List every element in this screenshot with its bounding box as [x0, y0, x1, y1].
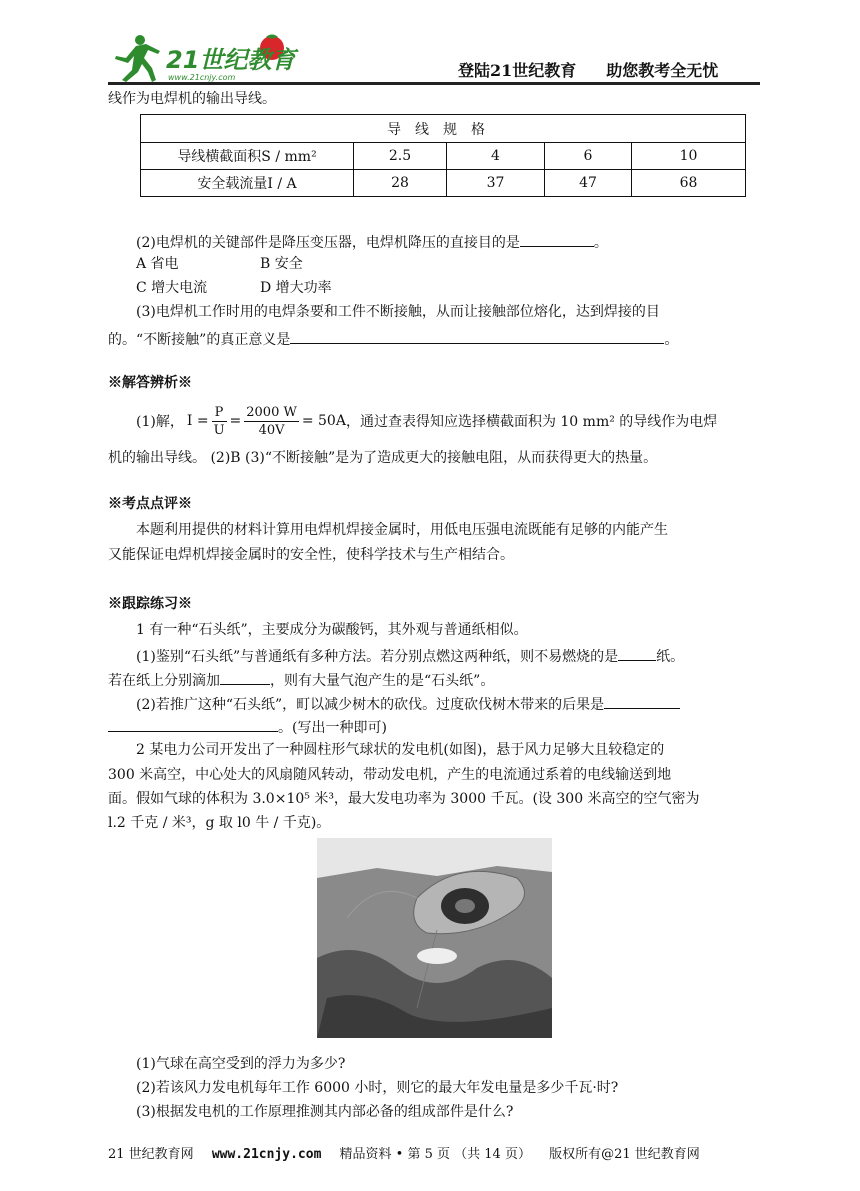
fraction-values: [244, 404, 299, 439]
p1-q2-line2: [108, 715, 387, 738]
table-title-row: [141, 115, 746, 143]
formula-lhs: I =: [186, 413, 209, 429]
site-logo: [108, 28, 308, 84]
p1-q1-line: [136, 644, 684, 667]
review-line1: 本题利用提供的材料计算用电焊机焊接金属时，用低电压强电流既能有足够的内能产生: [136, 522, 668, 538]
option-b: B 安全: [260, 256, 303, 272]
answer-blank: [108, 715, 278, 732]
q3-line2-text: 的。“不断接触”的真正意义是: [108, 332, 291, 348]
answer-blank: [618, 644, 656, 661]
answer-blank: [220, 668, 270, 685]
intro-line: 线作为电焊机的输出导线。: [108, 91, 276, 107]
p2-line2: 300 米高空，中心处大的风扇随风转动，带动发电机，产生的电流通过系着的电线输送到地: [108, 767, 672, 783]
logo-text: 21世纪教育: [166, 46, 296, 74]
p1-q2-line: [136, 692, 680, 715]
q3-line1: (3)电焊机工作时用的电焊条要和工件不断接触，从而让接触部位熔化，达到焊接的目: [136, 304, 660, 320]
footer-site-url[interactable]: www.21cnjy.com: [211, 1147, 322, 1162]
balloon-generator-photo: [317, 838, 552, 1038]
p1-q1-text3: ，则有大量气泡产生的是“石头纸”。: [270, 673, 495, 689]
p1-q2-text: (2)若推广这种“石头纸”，町以减少树木的砍伐。过度砍伐树木带来的后果是: [136, 697, 605, 713]
p1-q2-end: 。(写出一种即可): [278, 720, 387, 736]
row1-label: 导线横截面积S / mm²: [177, 149, 317, 165]
header-slogan: [458, 58, 718, 81]
table-cell: 28: [354, 170, 447, 197]
footer-copyright: 版权所有@21 世纪教育网: [549, 1147, 700, 1162]
fraction-denominator: 40V: [258, 422, 285, 438]
practice-heading: ※跟踪练习※: [108, 596, 192, 612]
p2-q2: (2)若该风力发电机每年工作 6000 小时，则它的最大年发电量是多少千瓦·时?: [136, 1080, 619, 1096]
row-label-area: [141, 143, 354, 170]
slogan-left: 登陆21世纪教育: [458, 61, 577, 80]
p1-q1-text2: 若在纸上分别滴加: [108, 673, 220, 689]
option-c: C 增大电流: [136, 280, 208, 296]
slogan-right: 助您教考全无忧: [606, 61, 719, 80]
logo-url: www.21cnjy.com: [168, 73, 236, 82]
p1-q1-line2: [108, 668, 494, 691]
analysis-line2: 机的输出导线。 (2)B (3)“不断接触”是为了造成更大的接触电阻，从而获得更大的热量。: [108, 450, 658, 466]
footer-page-info: 精品资料 • 第 5 页 （共 14 页）: [339, 1147, 531, 1162]
p1-line1: 1 有一种“石头纸”，主要成分为碳酸钙，其外观与普通纸相似。: [136, 622, 528, 638]
option-a: A 省电: [136, 256, 179, 272]
table-cell: 4: [447, 143, 545, 170]
table-cell: 6: [545, 143, 632, 170]
analysis-line1-rest: ，通过查表得知应选择横截面积为 10 mm² 的导线作为电焊: [345, 414, 718, 430]
analysis-line1: (1)解， I = $\frac{P}{U}$ = $\frac{2000 W}{40V}$ = 50A ，通过查表得知应选择横截面积为 10 mm² 的导线作为电焊: [136, 404, 718, 438]
table-title: 导线规格: [141, 115, 746, 143]
q2-end: 。: [593, 235, 608, 251]
p1-q1-end: 纸。: [656, 649, 685, 665]
review-line2: 又能保证电焊机焊接金属时的安全性，使科学技术与生产相结合。: [108, 547, 514, 563]
table-cell: 2.5: [354, 143, 447, 170]
p2-line1: 2 某电力公司开发出了一种圆柱形气球状的发电机(如图)，悬于风力足够大且较稳定的: [136, 742, 665, 758]
answer-blank: [520, 230, 594, 247]
fraction-denominator: U: [213, 422, 225, 438]
wire-spec-table: [140, 114, 746, 197]
review-heading: ※考点点评※: [108, 496, 192, 512]
q3-line2: [108, 327, 678, 350]
q3-end: 。: [664, 332, 679, 348]
header-divider: [108, 82, 760, 85]
answer-blank: [290, 327, 664, 344]
footer-site-name: 21 世纪教育网: [108, 1147, 194, 1162]
analysis-heading: ※解答辨析※: [108, 375, 192, 391]
p2-line3: 面。假如气球的体积为 3.0×10⁵ 米³，最大发电功率为 3000 千瓦。(设 300 米高空的空气密为: [108, 791, 700, 807]
table-row: [141, 143, 746, 170]
row2-label: 安全载流量I / A: [141, 170, 354, 197]
table-cell: 10: [632, 143, 746, 170]
q2-stem: (2)电焊机的关键部件是降压变压器，电焊机降压的直接目的是: [136, 235, 520, 251]
analysis-lead: (1)解，: [136, 414, 184, 430]
table-cell: 68: [632, 170, 746, 197]
fraction-numerator: 2000 W: [246, 404, 297, 420]
table-cell: 37: [447, 170, 545, 197]
fraction-numerator: P: [212, 404, 227, 422]
table-cell: 47: [545, 170, 632, 197]
q2-stem-line: [136, 230, 608, 253]
answer-blank: [604, 692, 680, 709]
p1-q1-text: (1)鉴别“石头纸”与普通纸有多种方法。若分别点燃这两种纸，则不易燃烧的是: [136, 649, 619, 665]
option-d: D 增大功率: [260, 280, 332, 296]
fraction-p-u: [212, 404, 227, 439]
page-footer: [108, 1143, 714, 1162]
p2-line4: l.2 千克 / 米³，g 取 l0 牛 / 千克)。: [108, 815, 331, 831]
formula-rhs: = 50A: [301, 413, 346, 429]
table-row: [141, 170, 746, 197]
p2-q1: (1)气球在高空受到的浮力为多少?: [136, 1056, 346, 1072]
p2-q3: (3)根据发电机的工作原理推测其内部必备的组成部件是什么?: [136, 1104, 514, 1120]
